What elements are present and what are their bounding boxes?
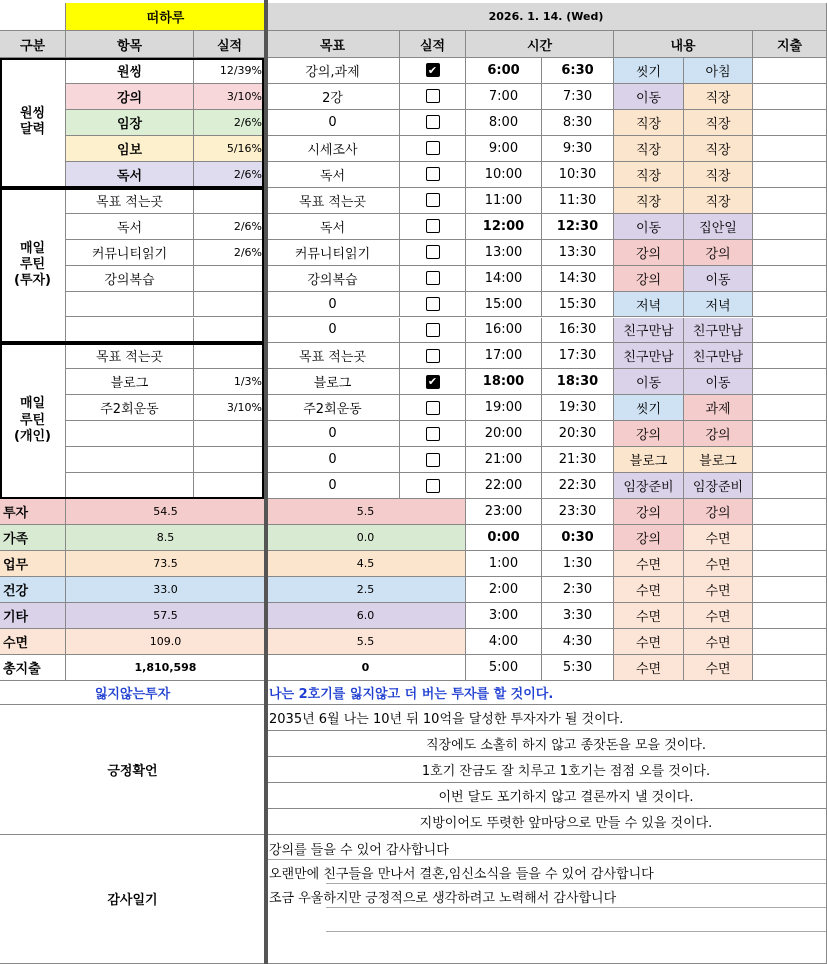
ruled-line	[326, 931, 826, 932]
expense-cell[interactable]	[753, 292, 827, 318]
affirmation-line: 이번 달도 포기하지 않고 결론까지 낼 것이다.	[266, 783, 827, 809]
expense-cell[interactable]	[753, 629, 827, 655]
sheet-title: 떠하루	[66, 3, 266, 31]
goal-cell: 0	[266, 318, 400, 344]
time-start: 14:00	[466, 266, 542, 292]
gratitude-label: 감사일기	[0, 835, 266, 964]
content-cell-b: 친구만남	[684, 318, 753, 344]
summary-today: 5.5	[266, 629, 466, 655]
checkbox[interactable]	[426, 479, 440, 493]
item-cell: 블로그	[66, 369, 194, 395]
time-start: 7:00	[466, 84, 542, 110]
content-cell-a: 친구만남	[614, 343, 684, 369]
summary-total: 1,810,598	[66, 655, 266, 681]
record-cell	[194, 473, 266, 499]
summary-label: 투자	[0, 499, 66, 525]
expense-cell[interactable]	[753, 395, 827, 421]
time-start: 20:00	[466, 421, 542, 447]
content-cell-a: 씻기	[614, 58, 684, 84]
time-end: 7:30	[542, 84, 614, 110]
content-cell-a: 이동	[614, 84, 684, 110]
goal-cell: 강의복습	[266, 266, 400, 292]
content-cell-b: 수면	[684, 551, 753, 577]
checkbox[interactable]	[426, 219, 440, 233]
content-cell-a: 수면	[614, 603, 684, 629]
section-label: 매일 루틴 (투자)	[0, 188, 66, 344]
time-end: 8:30	[542, 110, 614, 136]
content-cell-a: 친구만남	[614, 318, 684, 344]
checkbox[interactable]	[426, 323, 440, 337]
summary-label: 건강	[0, 577, 66, 603]
content-cell-b: 강의	[684, 240, 753, 266]
time-end: 11:30	[542, 188, 614, 214]
record-cell: 2/6%	[194, 214, 266, 240]
goal-cell: 시세조사	[266, 136, 400, 162]
expense-cell[interactable]	[753, 240, 827, 266]
expense-cell[interactable]	[753, 499, 827, 525]
expense-cell[interactable]	[753, 188, 827, 214]
item-cell: 원씽	[66, 58, 194, 84]
time-end: 3:30	[542, 603, 614, 629]
content-cell-b: 친구만남	[684, 343, 753, 369]
content-cell-a: 저녁	[614, 292, 684, 318]
gratitude-box	[266, 835, 827, 964]
time-start: 16:00	[466, 318, 542, 344]
header-category: 구분	[0, 31, 66, 58]
time-start: 12:00	[466, 214, 542, 240]
content-cell-a: 블로그	[614, 447, 684, 473]
content-cell-b: 직장	[684, 110, 753, 136]
time-end: 2:30	[542, 577, 614, 603]
content-cell-a: 직장	[614, 110, 684, 136]
item-cell: 임장	[66, 110, 194, 136]
content-cell-b: 저녁	[684, 292, 753, 318]
item-cell	[66, 318, 194, 344]
affirmation-line: 직장에도 소홀히 하지 않고 종잣돈을 모을 것이다.	[266, 731, 827, 757]
item-cell	[66, 292, 194, 318]
content-cell-a: 이동	[614, 369, 684, 395]
header-expense: 지출	[753, 31, 827, 58]
checkbox-cell[interactable]	[400, 84, 466, 110]
expense-cell[interactable]	[753, 421, 827, 447]
summary-today: 0	[266, 655, 466, 681]
time-end: 9:30	[542, 136, 614, 162]
checkbox-cell[interactable]	[400, 162, 466, 188]
content-cell-a: 수면	[614, 629, 684, 655]
motto-text: 나는 2호기를 잃지않고 더 버는 투자를 할 것이다.	[266, 681, 827, 705]
gratitude-line: 오랜만에 친구들을 만나서 결혼,임신소식을 들을 수 있어 감사합니다	[269, 866, 654, 882]
content-cell-b: 수면	[684, 525, 753, 551]
goal-cell: 커뮤니티읽기	[266, 240, 400, 266]
checkbox[interactable]	[426, 193, 440, 207]
content-cell-b: 수면	[684, 655, 753, 681]
content-cell-b: 과제	[684, 395, 753, 421]
goal-cell: 독서	[266, 162, 400, 188]
time-end: 4:30	[542, 629, 614, 655]
content-cell-a: 직장	[614, 136, 684, 162]
expense-cell[interactable]	[753, 266, 827, 292]
goal-cell: 0	[266, 110, 400, 136]
content-cell-a: 직장	[614, 188, 684, 214]
goal-cell: 주2회운동	[266, 395, 400, 421]
content-cell-a: 수면	[614, 655, 684, 681]
record-cell: 2/6%	[194, 240, 266, 266]
time-end: 12:30	[542, 214, 614, 240]
time-start: 8:00	[466, 110, 542, 136]
record-cell	[194, 421, 266, 447]
record-cell	[194, 188, 266, 214]
content-cell-a: 이동	[614, 214, 684, 240]
content-cell-b: 직장	[684, 136, 753, 162]
content-cell-a: 수면	[614, 577, 684, 603]
goal-cell: 블로그	[266, 369, 400, 395]
affirmation-line: 2035년 6월 나는 10년 뒤 10억을 달성한 투자자가 될 것이다.	[266, 705, 827, 731]
summary-total: 73.5	[66, 551, 266, 577]
content-cell-b: 직장	[684, 84, 753, 110]
expense-cell[interactable]	[753, 603, 827, 629]
record-cell: 2/6%	[194, 162, 266, 188]
checkbox-cell[interactable]	[400, 136, 466, 162]
ruled-line	[326, 883, 826, 884]
goal-cell: 목표 적는곳	[266, 188, 400, 214]
goal-cell: 0	[266, 421, 400, 447]
checkbox[interactable]	[426, 427, 440, 441]
content-cell-b: 직장	[684, 162, 753, 188]
column-divider	[264, 0, 268, 964]
summary-label: 업무	[0, 551, 66, 577]
record-cell	[194, 343, 266, 369]
expense-cell[interactable]	[753, 214, 827, 240]
item-cell	[66, 473, 194, 499]
ruled-line	[326, 907, 826, 908]
expense-cell[interactable]	[753, 318, 827, 344]
section-label: 원씽 달력	[0, 58, 66, 188]
goal-cell: 0	[266, 292, 400, 318]
time-end: 6:30	[542, 58, 614, 84]
header-done: 실적	[400, 31, 466, 58]
ruled-line	[266, 859, 826, 860]
record-cell	[194, 318, 266, 344]
summary-label: 기타	[0, 603, 66, 629]
expense-cell[interactable]	[753, 58, 827, 84]
checkbox-cell[interactable]	[400, 214, 466, 240]
time-end: 15:30	[542, 292, 614, 318]
record-cell: 3/10%	[194, 84, 266, 110]
header-item: 항목	[66, 31, 194, 58]
item-cell: 독서	[66, 214, 194, 240]
time-start: 2:00	[466, 577, 542, 603]
time-start: 3:00	[466, 603, 542, 629]
content-cell-a: 수면	[614, 551, 684, 577]
expense-cell[interactable]	[753, 136, 827, 162]
expense-cell[interactable]	[753, 473, 827, 499]
record-cell: 5/16%	[194, 136, 266, 162]
time-start: 13:00	[466, 240, 542, 266]
time-start: 18:00	[466, 369, 542, 395]
summary-today: 4.5	[266, 551, 466, 577]
affirmation-line: 지방이어도 뚜렷한 앞마당으로 만들 수 있을 것이다.	[266, 809, 827, 835]
goal-cell: 독서	[266, 214, 400, 240]
time-end: 20:30	[542, 421, 614, 447]
summary-label: 가족	[0, 525, 66, 551]
record-cell	[194, 266, 266, 292]
time-end: 5:30	[542, 655, 614, 681]
checkbox-cell[interactable]	[400, 58, 466, 84]
checkbox-cell[interactable]	[400, 110, 466, 136]
time-start: 19:00	[466, 395, 542, 421]
gratitude-line: 조금 우울하지만 긍정적으로 생각하려고 노력해서 감사합니다	[269, 890, 617, 906]
time-end: 13:30	[542, 240, 614, 266]
time-start: 15:00	[466, 292, 542, 318]
time-end: 21:30	[542, 447, 614, 473]
time-start: 5:00	[466, 655, 542, 681]
summary-today: 2.5	[266, 577, 466, 603]
expense-cell[interactable]	[753, 525, 827, 551]
content-cell-a: 임장준비	[614, 473, 684, 499]
time-start: 22:00	[466, 473, 542, 499]
checkbox-cell[interactable]	[400, 292, 466, 318]
item-cell: 강의복습	[66, 266, 194, 292]
goal-cell: 목표 적는곳	[266, 343, 400, 369]
goal-cell: 강의,과제	[266, 58, 400, 84]
expense-cell[interactable]	[753, 447, 827, 473]
content-cell-a: 직장	[614, 162, 684, 188]
expense-cell[interactable]	[753, 551, 827, 577]
time-end: 16:30	[542, 318, 614, 344]
content-cell-b: 수면	[684, 577, 753, 603]
time-start: 0:00	[466, 525, 542, 551]
time-start: 10:00	[466, 162, 542, 188]
item-cell: 목표 적는곳	[66, 188, 194, 214]
summary-total: 8.5	[66, 525, 266, 551]
checkbox-cell[interactable]	[400, 188, 466, 214]
expense-cell[interactable]	[753, 655, 827, 681]
checkbox[interactable]	[426, 297, 440, 311]
header-record: 실적	[194, 31, 266, 58]
header-goal: 목표	[266, 31, 400, 58]
checkbox[interactable]	[426, 245, 440, 259]
time-start: 23:00	[466, 499, 542, 525]
content-cell-b: 블로그	[684, 447, 753, 473]
summary-total: 33.0	[66, 577, 266, 603]
time-start: 11:00	[466, 188, 542, 214]
record-cell: 2/6%	[194, 110, 266, 136]
checkbox-cell[interactable]	[400, 421, 466, 447]
item-cell: 강의	[66, 84, 194, 110]
checkbox-cell[interactable]	[400, 240, 466, 266]
expense-cell[interactable]	[753, 577, 827, 603]
checkbox-cell[interactable]	[400, 369, 466, 395]
summary-total: 54.5	[66, 499, 266, 525]
record-cell: 12/39%	[194, 58, 266, 84]
item-cell: 커뮤니티읽기	[66, 240, 194, 266]
checked-checkbox[interactable]: ✔	[426, 63, 440, 77]
record-cell	[194, 292, 266, 318]
time-end: 19:30	[542, 395, 614, 421]
goal-cell: 0	[266, 447, 400, 473]
time-end: 22:30	[542, 473, 614, 499]
time-end: 23:30	[542, 499, 614, 525]
content-cell-b: 수면	[684, 629, 753, 655]
content-cell-a: 씻기	[614, 395, 684, 421]
header-content: 내용	[614, 31, 753, 58]
time-start: 21:00	[466, 447, 542, 473]
checkbox-cell[interactable]	[400, 395, 466, 421]
expense-cell[interactable]	[753, 343, 827, 369]
summary-total: 109.0	[66, 629, 266, 655]
content-cell-a: 강의	[614, 499, 684, 525]
summary-label: 수면	[0, 629, 66, 655]
summary-today: 0.0	[266, 525, 466, 551]
item-cell: 독서	[66, 162, 194, 188]
checkbox-cell[interactable]	[400, 447, 466, 473]
content-cell-a: 강의	[614, 266, 684, 292]
date-label: 2026. 1. 14. (Wed)	[266, 3, 827, 31]
goal-cell: 0	[266, 473, 400, 499]
checkbox[interactable]	[426, 401, 440, 415]
record-cell: 1/3%	[194, 369, 266, 395]
content-cell-b: 아침	[684, 58, 753, 84]
expense-cell[interactable]	[753, 369, 827, 395]
content-cell-b: 집안일	[684, 214, 753, 240]
record-cell: 3/10%	[194, 395, 266, 421]
content-cell-b: 이동	[684, 266, 753, 292]
time-start: 6:00	[466, 58, 542, 84]
item-cell: 목표 적는곳	[66, 343, 194, 369]
content-cell-b: 임장준비	[684, 473, 753, 499]
goal-cell: 2강	[266, 84, 400, 110]
time-start: 1:00	[466, 551, 542, 577]
content-cell-b: 직장	[684, 188, 753, 214]
gratitude-line: 강의를 들을 수 있어 감사합니다	[269, 842, 449, 858]
content-cell-a: 강의	[614, 240, 684, 266]
checkbox[interactable]	[426, 89, 440, 103]
checkbox[interactable]	[426, 115, 440, 129]
summary-label: 총지출	[0, 655, 66, 681]
checkbox-cell[interactable]	[400, 266, 466, 292]
checkbox[interactable]	[426, 167, 440, 181]
content-cell-b: 수면	[684, 603, 753, 629]
checkbox-cell[interactable]	[400, 473, 466, 499]
item-cell: 임보	[66, 136, 194, 162]
time-start: 9:00	[466, 136, 542, 162]
checkbox[interactable]	[426, 141, 440, 155]
checkbox-cell[interactable]	[400, 318, 466, 344]
content-cell-a: 강의	[614, 525, 684, 551]
content-cell-b: 강의	[684, 421, 753, 447]
section-label: 매일 루틴 (개인)	[0, 343, 66, 499]
checkbox[interactable]	[426, 349, 440, 363]
time-start: 4:00	[466, 629, 542, 655]
checkbox-cell[interactable]	[400, 343, 466, 369]
expense-cell[interactable]	[753, 84, 827, 110]
time-end: 0:30	[542, 525, 614, 551]
content-cell-b: 이동	[684, 369, 753, 395]
item-cell: 주2회운동	[66, 395, 194, 421]
time-end: 1:30	[542, 551, 614, 577]
time-end: 10:30	[542, 162, 614, 188]
summary-today: 5.5	[266, 499, 466, 525]
motto-label: 잃지않는투자	[0, 681, 266, 705]
checked-checkbox[interactable]: ✔	[426, 375, 440, 389]
summary-total: 57.5	[66, 603, 266, 629]
time-start: 17:00	[466, 343, 542, 369]
expense-cell[interactable]	[753, 162, 827, 188]
time-end: 18:30	[542, 369, 614, 395]
summary-today: 6.0	[266, 603, 466, 629]
time-end: 14:30	[542, 266, 614, 292]
expense-cell[interactable]	[753, 110, 827, 136]
record-cell	[194, 447, 266, 473]
blank-cell	[0, 3, 66, 31]
affirmation-label: 긍정확언	[0, 705, 266, 835]
affirmation-line: 1호기 잔금도 잘 치루고 1호기는 점점 오를 것이다.	[266, 757, 827, 783]
header-time: 시간	[466, 31, 614, 58]
checkbox[interactable]	[426, 453, 440, 467]
item-cell	[66, 421, 194, 447]
content-cell-a: 강의	[614, 421, 684, 447]
item-cell	[66, 447, 194, 473]
time-end: 17:30	[542, 343, 614, 369]
content-cell-b: 강의	[684, 499, 753, 525]
checkbox[interactable]	[426, 271, 440, 285]
